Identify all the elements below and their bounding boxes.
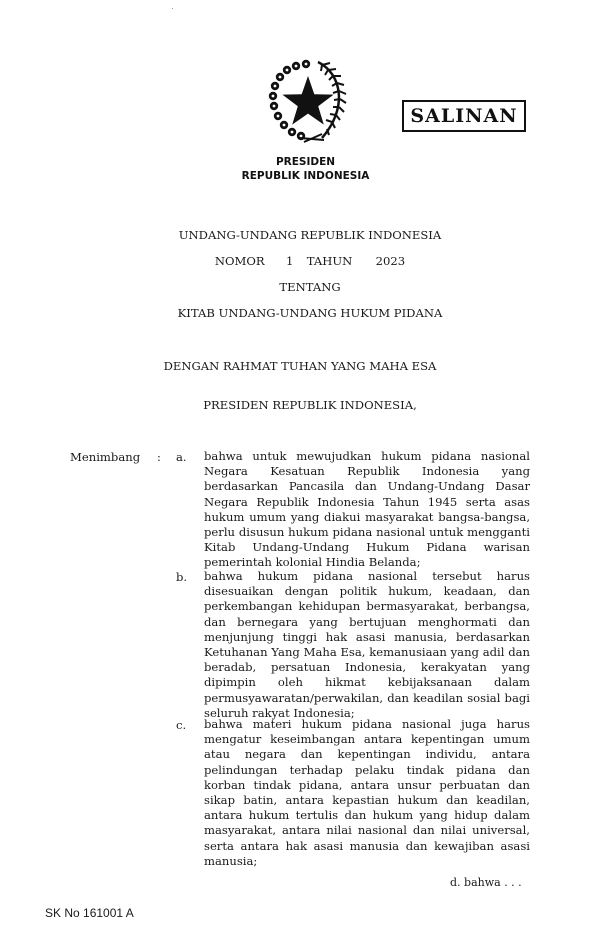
continuation-marker: d. bahwa . . . <box>450 876 522 889</box>
consideration-b-label: b. <box>176 570 188 584</box>
nomor-label: NOMOR <box>214 254 265 268</box>
tentang-label: TENTANG <box>279 280 341 294</box>
consideration-a-text: bahwa untuk mewujudkan hukum pidana nasional Negara Kesatuan Republik Indonesia yang berdasarkan Pancasila dan Undang-Undang Dasar Negara Republik Indonesia Tahun 1945 serta asas hukum umum yang diakui masyarakat bangsa-bangsa, perlu disusun hukum pidana nasional untuk mengganti Kitab Undang-Undang Hukum Pidana warisan pemerintah kolonial Hindia Belanda; <box>204 449 530 570</box>
presidential-emblem-icon <box>262 56 350 144</box>
law-subject: KITAB UNDANG-UNDANG HUKUM PIDANA <box>177 306 443 320</box>
consideration-b-text: bahwa hukum pidana nasional tersebut harus disesuaikan dengan politik hukum, keadaan, dan perkembangan kehidupan bermasyarakat, berbangsa, dan bernegara yang bertujuan menghormati dan menjunjung tinggi hak asasi manusia, berdasarkan Ketuhanan Yang Maha Esa, kemanusiaan yang adil dan beradab, persatuan Indonesia, kerakyatan yang dipimpin oleh hikmat kebijaksanaan dalam permusyawaratan/perwakilan, dan keadilan sosial bagi seluruh rakyat Indonesia; <box>204 569 530 720</box>
salinan-label: SALINAN <box>410 105 518 127</box>
tahun-label: TAHUN <box>306 254 353 268</box>
invocation: DENGAN RAHMAT TUHAN YANG MAHA ESA <box>163 359 437 373</box>
considerations-separator: : <box>157 450 161 464</box>
document-code: SK No 161001 A <box>45 906 134 920</box>
consideration-c-text: bahwa materi hukum pidana nasional juga harus mengatur keseimbangan antara kepentingan umum atau negara dan kepentingan individu, antara pelindungan terhadap pelaku tindak pidana dan korban tindak pidana, antara unsur perbuatan dan sikap batin, antara kepastian hukum dan keadilan, antara hukum tertulis dan hukum yang hidup dalam masyarakat, antara nilai nasional dan nilai universal, serta antara hak asasi manusia dan kewajiban asasi manusia; <box>204 717 530 868</box>
scan-speck <box>172 8 173 9</box>
enactor: PRESIDEN REPUBLIK INDONESIA, <box>203 398 417 412</box>
office-line-1: PRESIDEN <box>275 156 336 168</box>
salinan-stamp <box>402 100 526 132</box>
nomor-value: 1 <box>285 254 294 268</box>
consideration-c-label: c. <box>176 718 187 732</box>
office-line-2: REPUBLIK INDONESIA <box>241 170 370 182</box>
considerations-heading: Menimbang <box>70 450 141 464</box>
law-title: UNDANG-UNDANG REPUBLIK INDONESIA <box>178 228 442 242</box>
tahun-value: 2023 <box>375 254 406 268</box>
law-number <box>160 254 460 268</box>
consideration-a-label: a. <box>176 450 187 464</box>
